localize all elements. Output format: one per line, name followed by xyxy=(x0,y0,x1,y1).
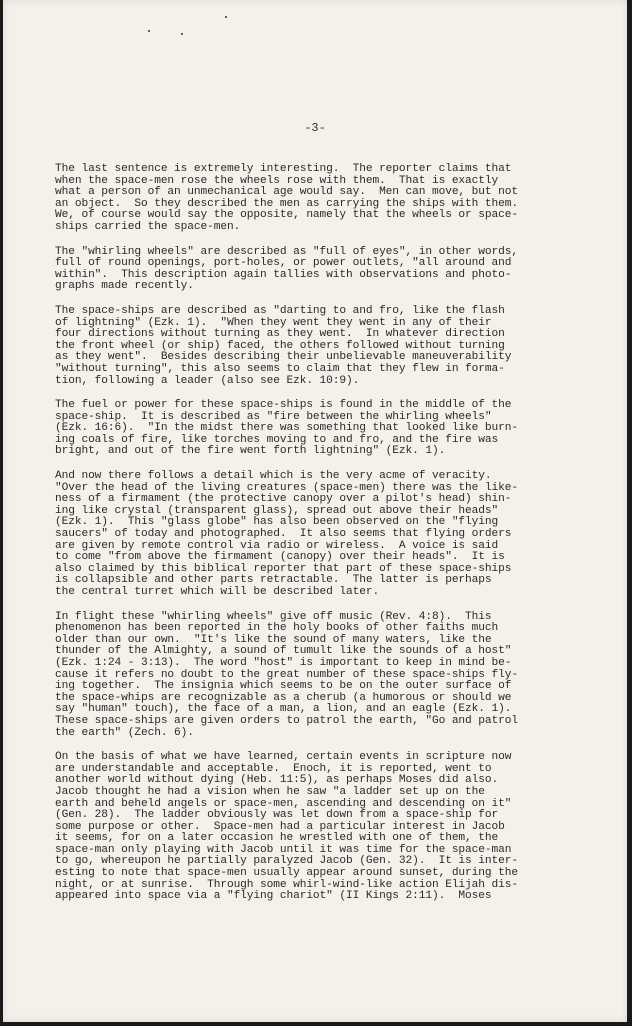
speck xyxy=(148,30,150,32)
paragraph-3: The space-ships are described as "darting to and fro, like the flash of lightning" (Ezk. 1). "When they went they went in any of their four directions without turning as they went. In whatever direction the front wheel (or ship) faced, the others followed without turning as they went". Besides describing their unbelievable maneuverability "without turning", this also seems to claim that they flew in forma- tion, following a leader (also see Ezk. 10:9). xyxy=(55,304,512,387)
speck xyxy=(225,16,227,18)
document-page xyxy=(3,0,627,1022)
paragraph-1: The last sentence is extremely interesting. The reporter claims that when the space-men rose the wheels rose with them. That is exactly what a person of an unmechanical age would say. Men can move, but not an object. So they described the men as carrying the ships with them. We, of course would say the opposite, namely that the wheels or space- ships carried the space-men. xyxy=(55,163,518,233)
paragraph-5: And now there follows a detail which is the very acme of veracity. "Over the head of the living creatures (space-men) there was the like- ness of a firmament (the protective canopy over a pilot's head) shin- ing like crystal (transparent glass), spread out above their heads" (Ezk. 1). This "glass globe" has also been observed on the "flying saucers" of today and photographed. It also seems that flying orders are given by remote control via radio or wireless. A voice is said to come "from above the firmament (canopy) over their heads". It is also claimed by this biblical reporter that part of these space-ships is collapsible and other parts retractable. The latter is perhaps the central turret which will be described later. xyxy=(55,470,518,598)
paragraph-2: The "whirling wheels" are described as "full of eyes", in other words, full of round openings, port-holes, or power outlets, "all around and within". This description again tallies with observations and photo- graphs made recently. xyxy=(55,245,518,293)
speck xyxy=(181,33,183,35)
page-number: -3- xyxy=(304,121,326,135)
body-text xyxy=(55,164,575,916)
paragraph-6: In flight these "whirling wheels" give off music (Rev. 4:8). This phenomenon has been reported in the holy books of other faiths much older than our own. "It's like the sound of many waters, like the thunder of the Almighty, a sound of tumult like the sounds of a host" (Ezk. 1:24 - 3:13). The word "host" is important to keep in mind be- cause it refers no doubt to the great number of these space-ships fly- ing together. The insignia which seems to be on the outer surface of the space-whips are recognizable as a cherub (a humorous or should we say "human" touch), the face of a man, a lion, and an eagle (Ezk. 1). These space-ships are given orders to patrol the earth, "Go and patrol the earth" (Zech. 6). xyxy=(55,610,518,739)
paragraph-7: On the basis of what we have learned, certain events in scripture now are understandable and acceptable. Enoch, it is reported, went to another world without dying (Heb. 11:5), as perhaps Moses did also. Jacob thought he had a vision when he saw "a ladder set up on the earth and beheld angels or space-men, ascending and descending on it" (Gen. 28). The ladder obviously was let down from a space-ship for some purpose or other. Space-men had a particular interest in Jacob it seems, for on a later occasion he wrestled with one of them, the space-man only playing with Jacob until it was time for the space-man to go, whereupon he partially paralyzed Jacob (Gen. 32). It is inter- esting to note that space-men usually appear around sunset, during the night, or at sunrise. Through some whirl-wind-like action Elijah dis- appeared into space via a "flying chariot" (II Kings 2:11). Moses xyxy=(55,751,518,903)
paragraph-4: The fuel or power for these space-ships is found in the middle of the space-ship. It is described as "fire between the whirling wheels" (Ezk. 16:6). "In the midst there was something that looked like burn- ing coals of fire, like torches moving to and fro, and the fire was bright, and out of the fire went forth lightning" (Ezk. 1). xyxy=(55,399,518,458)
